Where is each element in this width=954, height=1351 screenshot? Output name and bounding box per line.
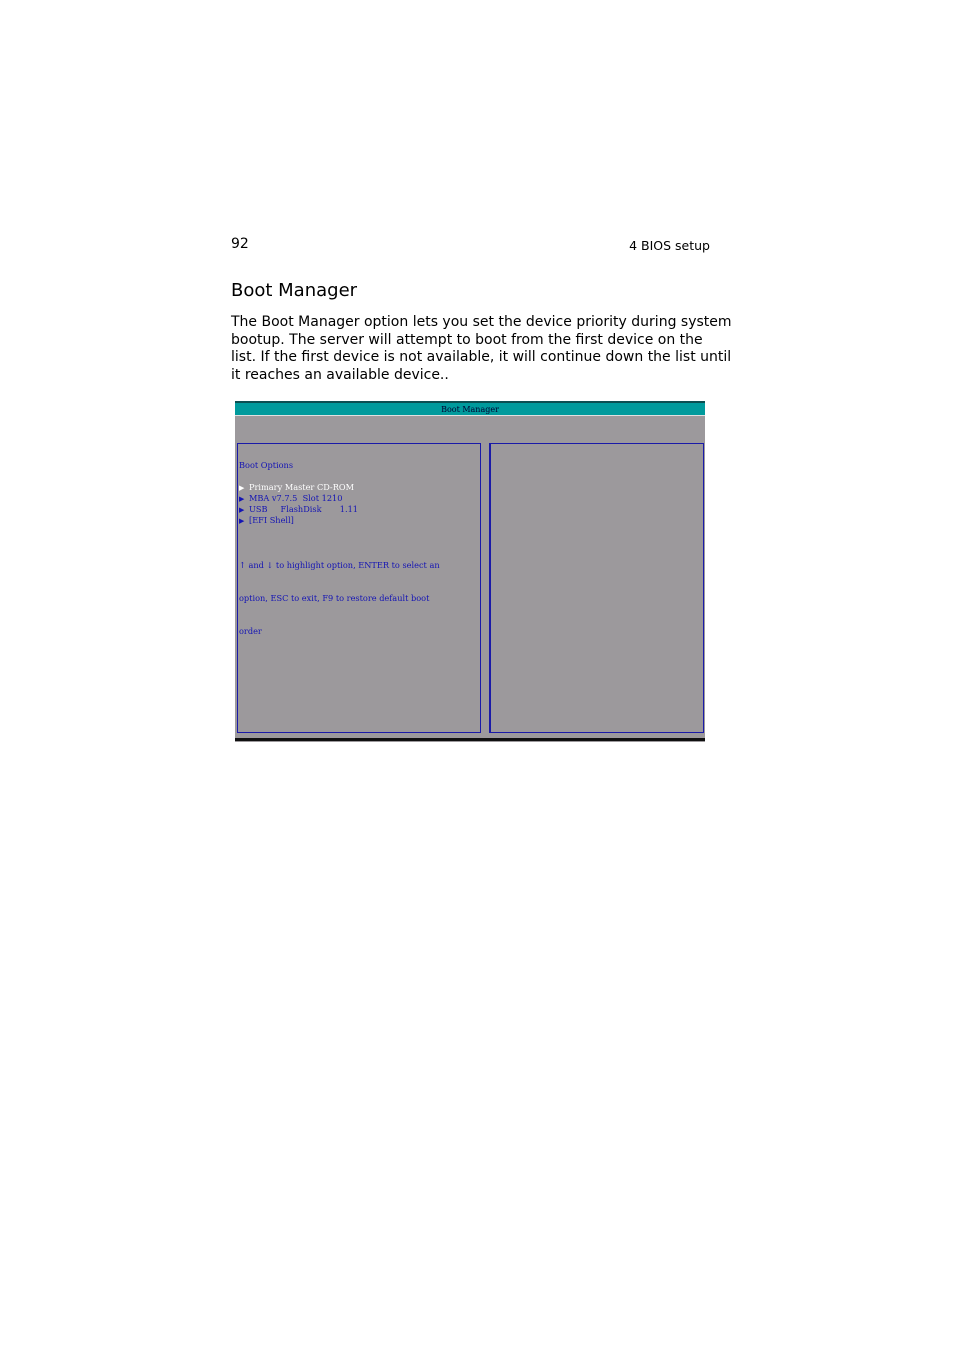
boot-options-heading: Boot Options <box>239 460 294 470</box>
bios-bottom-bar <box>235 738 705 741</box>
bios-titlebar <box>235 401 705 415</box>
paragraph-line: The Boot Manager option lets you set the device priority during system <box>231 314 732 330</box>
help-panel <box>490 443 704 733</box>
boot-option-efi-shell[interactable] <box>239 515 358 526</box>
boot-option-usb-flashdisk[interactable] <box>239 504 358 515</box>
arrow-right-icon: ▶ <box>239 517 245 525</box>
arrow-right-icon: ▶ <box>239 484 245 492</box>
boot-options-list <box>239 482 358 526</box>
arrow-right-icon: ▶ <box>239 495 245 503</box>
help-line: option, ESC to exit, F9 to restore default boot <box>239 593 430 603</box>
help-line: order <box>239 626 262 636</box>
section-title: Boot Manager <box>231 280 358 301</box>
running-head: 4 BIOS setup <box>629 238 710 253</box>
paragraph-line: bootup. The server will attempt to boot from the first device on the <box>231 331 703 348</box>
paragraph-line: list. If the first device is not available, it will continue down the list until <box>231 349 732 366</box>
section-paragraph <box>231 314 732 384</box>
boot-option-label: MBA v7.7.5 Slot 1210 <box>249 493 343 503</box>
help-line: ↑ and ↓ to highlight option, ENTER to select an <box>239 560 440 570</box>
arrow-right-icon: ▶ <box>239 506 245 514</box>
bios-title: Boot Manager <box>441 405 499 414</box>
boot-option-primary-master-cdrom[interactable] <box>239 482 358 493</box>
boot-option-label: USB FlashDisk 1.11 <box>249 504 358 514</box>
paragraph-line: it reaches an available device.. <box>231 366 449 383</box>
boot-option-mba[interactable] <box>239 493 358 504</box>
boot-option-label: Primary Master CD-ROM <box>249 482 354 492</box>
bios-titlebar-separator <box>235 415 705 416</box>
page-number: 92 <box>231 236 249 252</box>
boot-help-text <box>239 538 440 659</box>
boot-option-label: [EFI Shell] <box>249 515 294 525</box>
bios-screenshot <box>235 401 705 742</box>
